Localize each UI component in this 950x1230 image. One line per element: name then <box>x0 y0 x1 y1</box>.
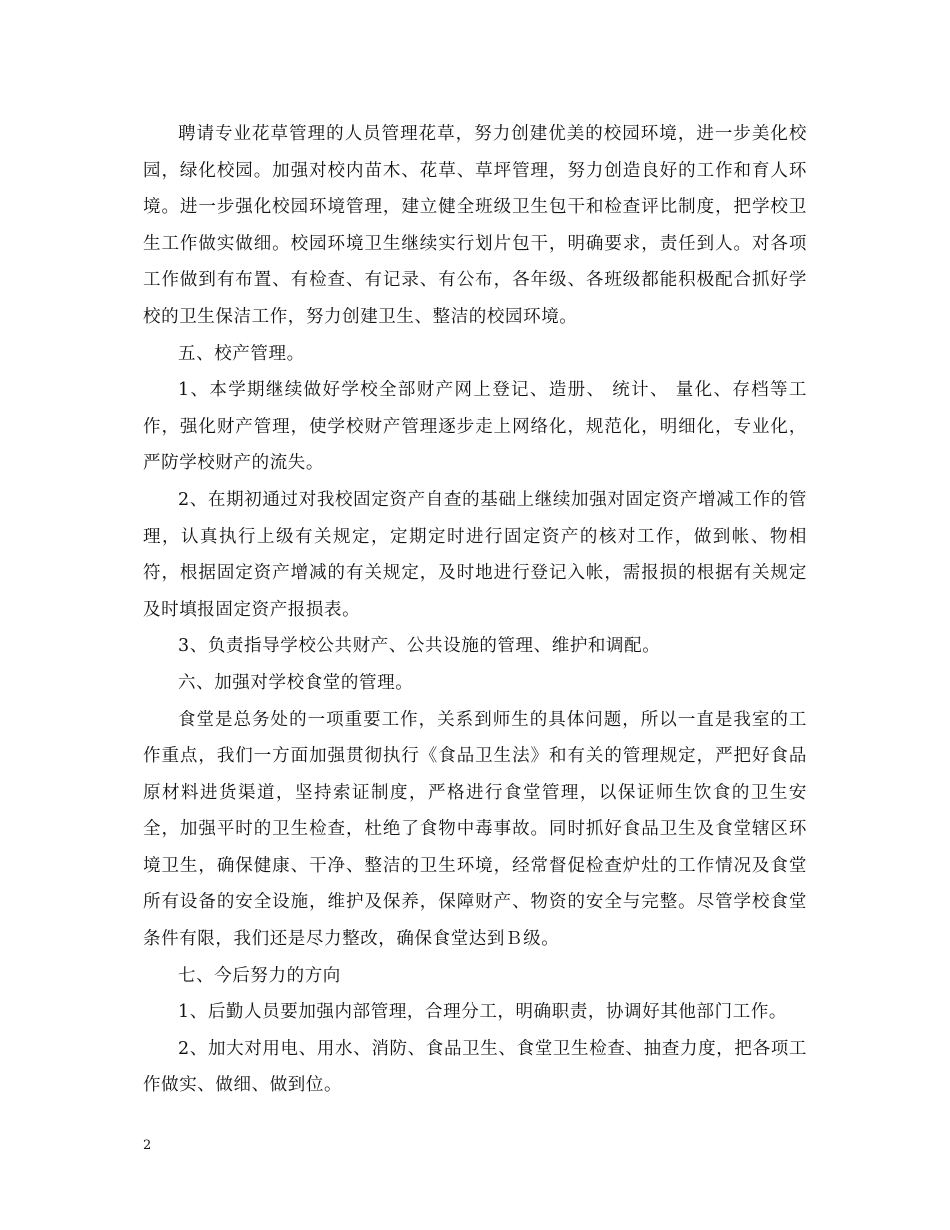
heading-school-property-management: 五、校产管理。 <box>178 343 305 364</box>
paragraph-inspections: 2、加大对用电、用水、消防、食品卫生、食堂卫生检查、抽查力度，把各项工作做实、做细、做到位。 <box>143 1038 807 1096</box>
paragraph-property-registration: 1、本学期继续做好学校全部财产网上登记、造册、 统计、 量化、存档等工作，强化财产管理，使学校财产管理逐步走上网络化，规范化，明细化，专业化，严防学校财产的流失。 <box>143 380 807 474</box>
heading-canteen-management: 六、加强对学校食堂的管理。 <box>178 672 414 693</box>
document-body <box>143 116 807 1104</box>
paragraph-campus-environment: 聘请专业花草管理的人员管理花草，努力创建优美的校园环境，进一步美化校园，绿化校园。加强对校内苗木、花草、草坪管理，努力创造良好的工作和育人环境。进一步强化校园环境管理，建立健全班级卫生包干和检查评比制度，把学校卫生工作做实做细。校园环境卫生继续实行划片包干，明确要求，责任到人。对各项工作做到有布置、有检查、有记录、有公布，各年级、各班级都能积极配合抓好学校的卫生保洁工作，努力创建卫生、整洁的校园环境。 <box>143 124 807 327</box>
paragraph-internal-management: 1、后勤人员要加强内部管理，合理分工，明确职责，协调好其他部门工作。 <box>178 1002 788 1023</box>
page-number: 2 <box>143 1138 152 1153</box>
heading-future-direction: 七、今后努力的方向 <box>178 965 341 986</box>
paragraph-fixed-assets: 2、在期初通过对我校固定资产自查的基础上继续加强对固定资产增减工作的管理，认真执行上级有关规定，定期定时进行固定资产的核对工作，做到帐、物相符，根据固定资产增减的有关规定，及时地进行登记入帐，需报损的根据有关规定及时填报固定资产报损表。 <box>143 489 807 620</box>
paragraph-canteen: 食堂是总务处的一项重要工作，关系到师生的具体问题，所以一直是我室的工作重点，我们一方面加强贯彻执行《食品卫生法》和有关的管理规定，严把好食品原材料进货渠道，坚持索证制度，严格进行食堂管理，以保证师生饮食的卫生安全，加强平时的卫生检查，杜绝了食物中毒事故。同时抓好食品卫生及食堂辖区环境卫生，确保健康、干净、整洁的卫生环境，经常督促检查炉灶的工作情况及食堂所有设备的安全设施，维护及保养，保障财产、物资的安全与完整。尽管学校食堂条件有限，我们还是尽力整改，确保食堂达到Ｂ级。 <box>143 709 807 950</box>
paragraph-public-facilities: 3、负责指导学校公共财产、公共设施的管理、维护和调配。 <box>178 636 661 657</box>
